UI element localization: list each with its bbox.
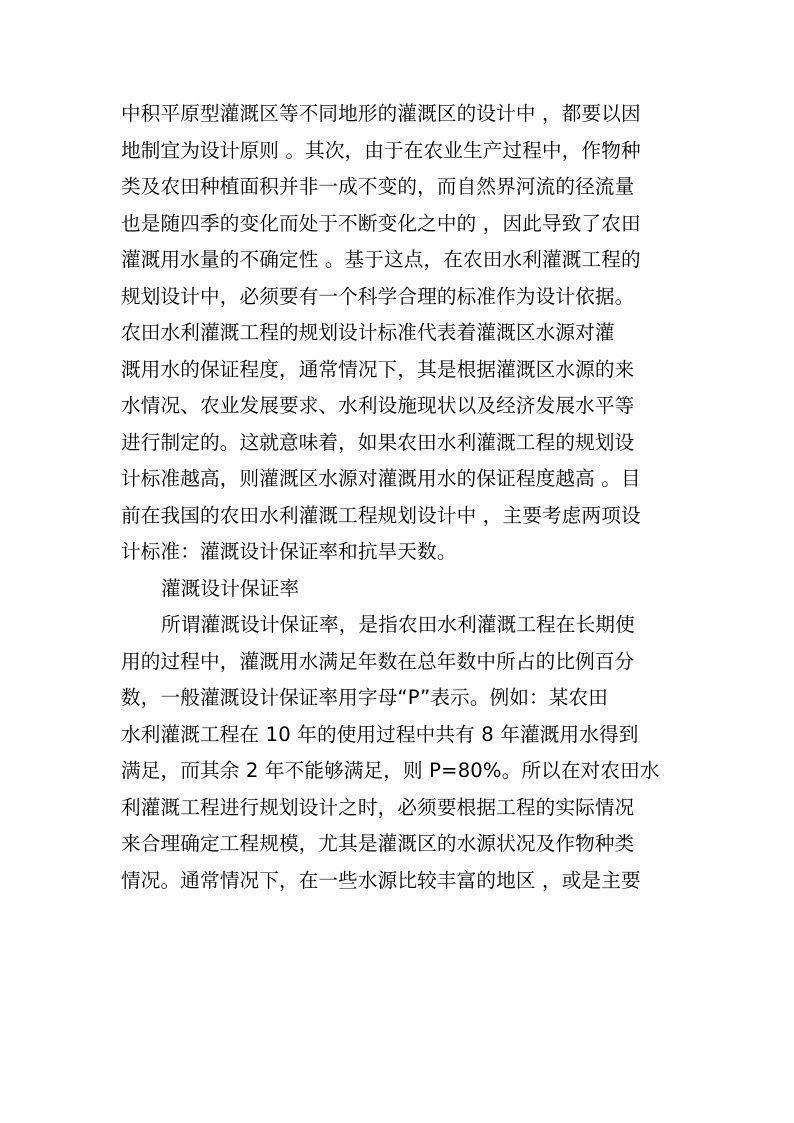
text-line: 来合理确定工程规模，尤其是灌溉区的水源状况及作物种类: [121, 832, 635, 855]
text-line: 数，一般灌溉设计保证率用字母“P”表示。例如：某农田: [121, 686, 609, 709]
body-text: [121, 96, 681, 899]
text-line: 利灌溉工程进行规划设计之时，必须要根据工程的实际情况: [121, 795, 635, 819]
text-line: 水情况、农业发展要求、水利设施现状以及经济发展水平等: [121, 394, 635, 417]
text-line: 中积平原型灌溉区等不同地形的灌溉区的设计中 ，都要以因: [121, 102, 641, 125]
text-line: 前在我国的农田水利灌溉工程规划设计中 ，主要考虑两项设: [121, 503, 641, 527]
text-line: 用的过程中，灌溉用水满足年数在总年数中所占的比例百分: [121, 649, 635, 673]
text-line: 类及农田种植面积并非一成不变的，而自然界河流的径流量: [121, 175, 635, 198]
text-line: 灌溉用水量的不确定性 。基于这点，在农田水利灌溉工程的: [121, 248, 641, 271]
text-line: 溉用水的保证程度，通常情况下，其是根据灌溉区水源的来: [121, 357, 635, 381]
text-line: 水利灌溉工程在 10 年的使用过程中共有 8 年灌溉用水得到: [121, 722, 639, 746]
text-line: 进行制定的。这就意味着，如果农田水利灌溉工程的规划设: [121, 430, 635, 454]
text-line: 计标准：灌溉设计保证率和抗旱天数。: [121, 540, 457, 563]
text-line: 地制宜为设计原则 。其次，由于在农业生产过程中，作物种: [121, 138, 641, 162]
text-line: 规划设计中，必须要有一个科学合理的标准作为设计依据。: [121, 284, 635, 308]
section-heading: 灌溉设计保证率: [161, 576, 300, 600]
text-line: 满足，而其余 2 年不能够满足，则 P=80%。所以在对农田水: [121, 759, 660, 782]
text-line: 情况。通常情况下，在一些水源比较丰富的地区 ，或是主要: [121, 868, 641, 892]
text-line: 所谓灌溉设计保证率，是指农田水利灌溉工程在长期使: [161, 613, 635, 636]
text-line: 计标准越高，则灌溉区水源对灌溉用水的保证程度越高 。目: [121, 467, 641, 490]
text-line: 也是随四季的变化而处于不断变化之中的 ，因此导致了农田: [121, 211, 641, 235]
text-line: 农田水利灌溉工程的规划设计标准代表着灌溉区水源对灌: [121, 321, 615, 344]
